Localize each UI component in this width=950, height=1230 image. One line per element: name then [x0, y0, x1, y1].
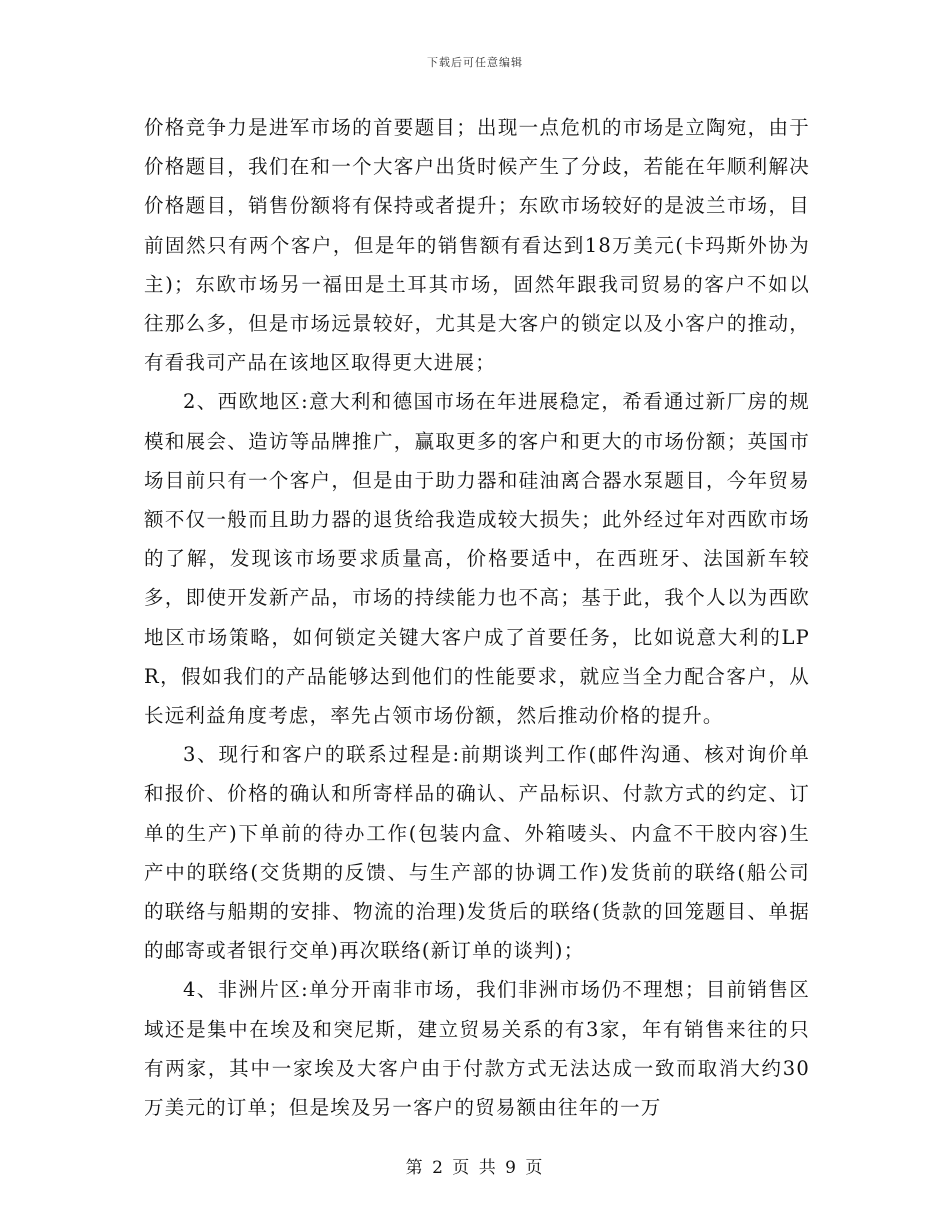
paragraph-4: 4、非洲片区:单分开南非市场，我们非洲市场仍不理想；目前销售区域还是集中在埃及和突尼斯，建立贸易关系的有3家，年有销售来往的只有两家，其中一家埃及大客户由于付款方式无法达成一致而取消大约30万美元的订单；但是埃及另一客户的贸易额由往年的一万 — [144, 978, 810, 1120]
document-body — [144, 108, 810, 1127]
paragraph-1: 价格竞争力是进军市场的首要题目；出现一点危机的市场是立陶宛，由于价格题目，我们在和一个大客户出货时候产生了分歧，若能在年顺利解决价格题目，销售份额将有保持或者提升；东欧市场较好的是波兰市场，目前固然只有两个客户，但是年的销售额有看达到18万美元(卡玛斯外协为主)；东欧市场另一福田是土耳其市场，固然年跟我司贸易的客户不如以往那么多，但是市场远景较好，尤其是大客户的锁定以及小客户的推动，有看我司产品在该地区取得更大进展； — [144, 116, 810, 375]
paragraph-2: 2、西欧地区:意大利和德国市场在年进展稳定，希看通过新厂房的规模和展会、造访等品牌推广，赢取更多的客户和更大的市场份额；英国市场目前只有一个客户，但是由于助力器和硅油离合器水泵题目，今年贸易额不仅一般而且助力器的退货给我造成较大损失；此外经过年对西欧市场的了解，发现该市场要求质量高，价格要适中，在西班牙、法国新车较多，即使开发新产品，市场的持续能力也不高；基于此，我个人以为西欧地区市场策略，如何锁定关键大客户成了首要任务，比如说意大利的LPR，假如我们的产品能够达到他们的性能要求，就应当全力配合客户，从长远利益角度考虑，率先占领市场份额，然后推动价格的提升。 — [144, 390, 810, 728]
paragraph-3: 3、现行和客户的联系过程是:前期谈判工作(邮件沟通、核对询价单和报价、价格的确认和所寄样品的确认、产品标识、付款方式的约定、订单的生产)下单前的待办工作(包装内盒、外箱唛头、内盒不干胶内容)生产中的联络(交货期的反馈、与生产部的协调工作)发货前的联络(船公司的联络与船期的安排、物流的治理)发货后的联络(货款的回笼题目、单据的邮寄或者银行交单)再次联络(新订单的谈判)； — [144, 743, 810, 963]
page-header: 下载后可任意编辑 — [427, 56, 523, 69]
page-footer: 第 2 页 共 9 页 — [405, 1158, 545, 1178]
